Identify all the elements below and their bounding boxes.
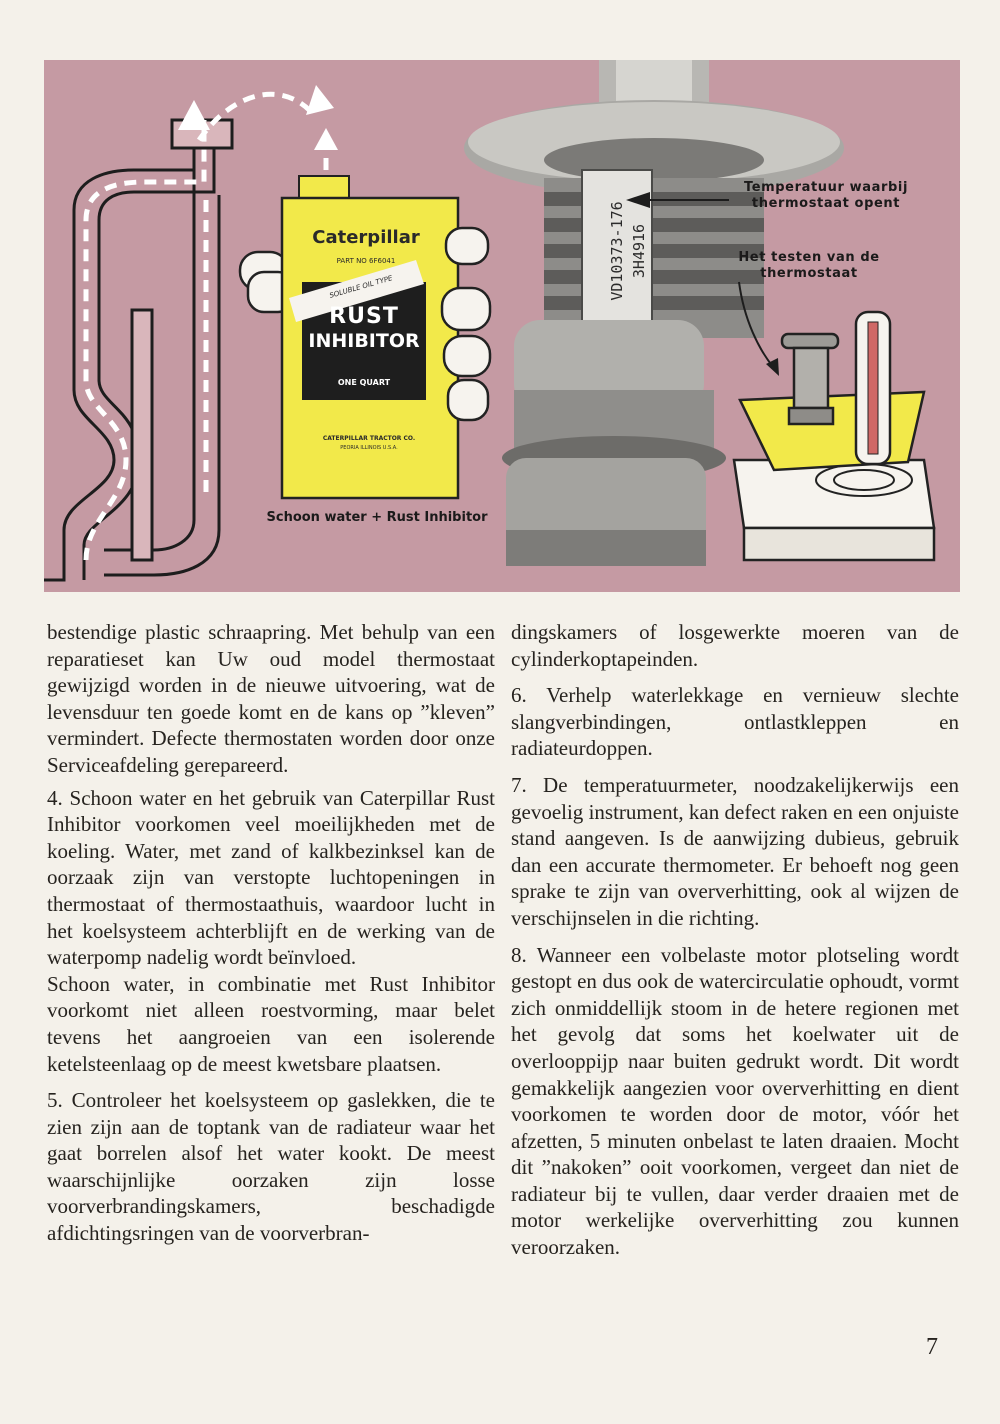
paragraph-item-7: 7. De temperatuurmeter, noodzakelijkerwijs een gevoelig instrument, kan defect raken en een onjuiste stand aangeven. Is de aanwijzing dubieus, gebruik dan een accurate thermometer. Er behoeft nog geen sprake te zijn van oververhitting, ook al wijzen de verschijnselen in die richting. xyxy=(511,772,959,930)
thermostat-stamp xyxy=(592,180,648,330)
caption-thermostat-testing xyxy=(724,250,894,282)
paragraph: bestendige plastic schraapring. Met behulp van een reparatieset kan Uw oud model thermostaat gewijzigd worden in de nieuwe uitvoering, wat de levensduur ten goede komt en de kans op ”kleven” vermindert. Defecte thermostaten worden door onze Serviceafdeling gerepareerd. xyxy=(47,620,495,777)
can-brand-label: Caterpillar xyxy=(312,227,420,248)
can-location-label: PEORIA ILLINOIS U.S.A. xyxy=(340,445,398,451)
paragraph-item-8: 8. Wanneer een volbelaste motor plotseling wordt gestopt en dus ook de watercirculatie ophoudt, vormt zich onmiddellijk stoom in de hetere regionen met het gevolg dat soms het koelwater uit de overlooppijp naar buiten gedrukt wordt. Dit wordt gemakkelijk aangezien voor oververhitting en dient voorkomen te worden door de motor, vóór het afzetten, 5 minuten onbelast te laten draaien. Mocht dit ”nakoken” ooit voorkomen, vergeet dan niet de radiateur bij te vullen, daar verder draaien met de motor werkelijke oververhitting zou kunnen veroorzaken. xyxy=(511,942,959,1260)
paragraph-item-6: 6. Verhelp waterlekkage en vernieuw slechte slangverbindingen, ontlastkleppen en radiateurdoppen. xyxy=(511,683,959,761)
caption-opening-temperature xyxy=(726,180,926,212)
thermostat-stamp-line-1: VD10373-176 xyxy=(608,201,626,301)
caption-thermostat-testing-line-1: Het testen van de xyxy=(738,250,880,265)
thermostat-stamp-line-2: 3H4916 xyxy=(630,223,648,279)
hand-right-drawing xyxy=(442,228,490,420)
caption-thermostat-testing-line-2: thermostaat xyxy=(760,266,858,281)
can-maker-label: CATERPILLAR TRACTOR CO. xyxy=(322,435,416,442)
can-volume-label: ONE QUART xyxy=(337,378,391,387)
illustration-panel xyxy=(44,60,960,592)
can-part-number: PART NO 6F6041 xyxy=(336,257,396,265)
flow-arrow-head-icon xyxy=(178,100,210,130)
left-text-column xyxy=(47,619,495,1257)
can-product-line-2: INHIBITOR xyxy=(308,330,420,352)
caption-opening-temperature-line-2: thermostaat opent xyxy=(751,196,901,211)
paragraph-item-4: 4. Schoon water en het gebruik van Caterpillar Rust Inhibitor voorkomen veel moeilijkheden met de koeling. Water, met zand of kalkbezinksel kan de oorzaak zijn van verstopte luchtopeningen in thermostaat of thermostaathuis, waardoor lucht in het koelsysteem achterblijft en de werking van de waterpomp nadelig wordt beïnvloed. xyxy=(47,785,495,970)
page-number: 7 xyxy=(926,1334,938,1360)
thermostat-test-stand-drawing xyxy=(734,312,934,560)
paragraph: Schoon water, in combinatie met Rust Inhibitor voorkomt niet alleen roestvorming, maar belet tevens het aangroeien van een isolerende ketelsteenlaag op de meest kwetsbare plaatsen. xyxy=(47,971,495,1076)
flow-arrow-head-icon xyxy=(306,85,334,115)
can-product-line-1: RUST xyxy=(329,304,399,329)
flow-arrow-head-icon xyxy=(314,128,338,150)
right-text-column xyxy=(511,619,959,1271)
caption-clean-water-rust-inhibitor: Schoon water + Rust Inhibitor xyxy=(266,510,488,525)
paragraph-item-5: 5. Controleer het koelsysteem op gaslekken, die te zien zijn aan de toptank van de radiateur waar het gaat borrelen alsof het water kookt. De meest waarschijnlijke oorzaken zijn losse voorverbrandingskamers, beschadigde afdichtingsringen van de voorverbran- xyxy=(47,1088,495,1246)
paragraph: dingskamers of losgewerkte moeren van de cylinderkoptapeinden. xyxy=(511,620,959,671)
caption-opening-temperature-line-1: Temperatuur waarbij xyxy=(743,180,909,195)
can-banner-label: SOLUBLE OIL TYPE xyxy=(328,274,394,300)
